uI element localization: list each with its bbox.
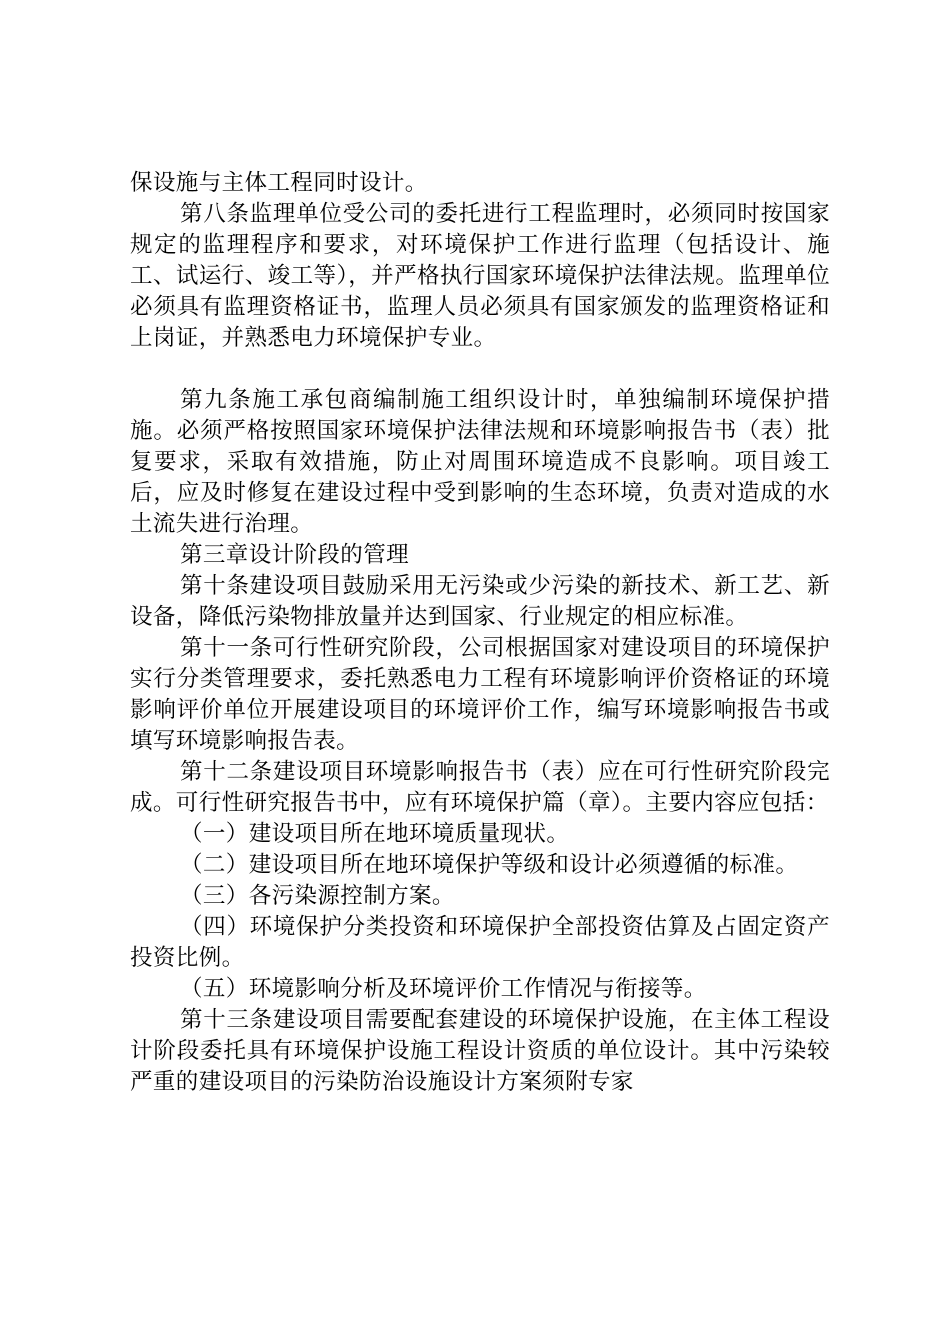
paragraph-1: 保设施与主体工程同时设计。 [130,170,428,196]
list-item-4: （四）环境保护分类投资和环境保护全部投资估算及占固定资产投资比例。 [130,914,830,971]
blank-line [130,354,830,385]
paragraph-article-10: 第十条建设项目鼓励采用无污染或少污染的新技术、新工艺、新设备，降低污染物排放量并达到国家、行业规定的相应标准。 [130,573,830,630]
body-text [130,168,830,1098]
paragraph-article-8: 第八条监理单位受公司的委托进行工程监理时，必须同时按国家规定的监理程序和要求，对环境保护工作进行监理（包括设计、施工、试运行、竣工等），并严格执行国家环境保护法律法规。监理单位必须具有监理资格证书，监理人员必须具有国家颁发的监理资格证和上岗证，并熟悉电力环境保护专业。 [130,201,830,351]
list-item-5: （五）环境影响分析及环境评价工作情况与衔接等。 [180,976,707,1002]
paragraph-article-11: 第十一条可行性研究阶段，公司根据国家对建设项目的环境保护实行分类管理要求，委托熟悉电力工程有环境影响评价资格证的环境影响评价单位开展建设项目的环境评价工作，编写环境影响报告书或填写环境影响报告表。 [130,635,830,754]
chapter-heading: 第三章设计阶段的管理 [180,542,410,568]
list-item-3: （三）各污染源控制方案。 [180,883,455,909]
paragraph-article-12: 第十二条建设项目环境影响报告书（表）应在可行性研究阶段完成。可行性研究报告书中，应有环境保护篇（章）。主要内容应包括： [130,759,830,816]
list-item-2: （二）建设项目所在地环境保护等级和设计必须遵循的标准。 [180,852,799,878]
list-item-1: （一）建设项目所在地环境质量现状。 [180,821,570,847]
paragraph-article-13: 第十三条建设项目需要配套建设的环境保护设施，在主体工程设计阶段委托具有环境保护设施工程设计资质的单位设计。其中污染较严重的建设项目的污染防治设施设计方案须附专家 [130,1007,830,1095]
paragraph-article-9: 第九条施工承包商编制施工组织设计时，单独编制环境保护措施。必须严格按照国家环境保护法律法规和环境影响报告书（表）批复要求，采取有效措施，防止对周围环境造成不良影响。项目竣工后，应及时修复在建设过程中受到影响的生态环境，负责对造成的水土流失进行治理。 [130,387,830,537]
